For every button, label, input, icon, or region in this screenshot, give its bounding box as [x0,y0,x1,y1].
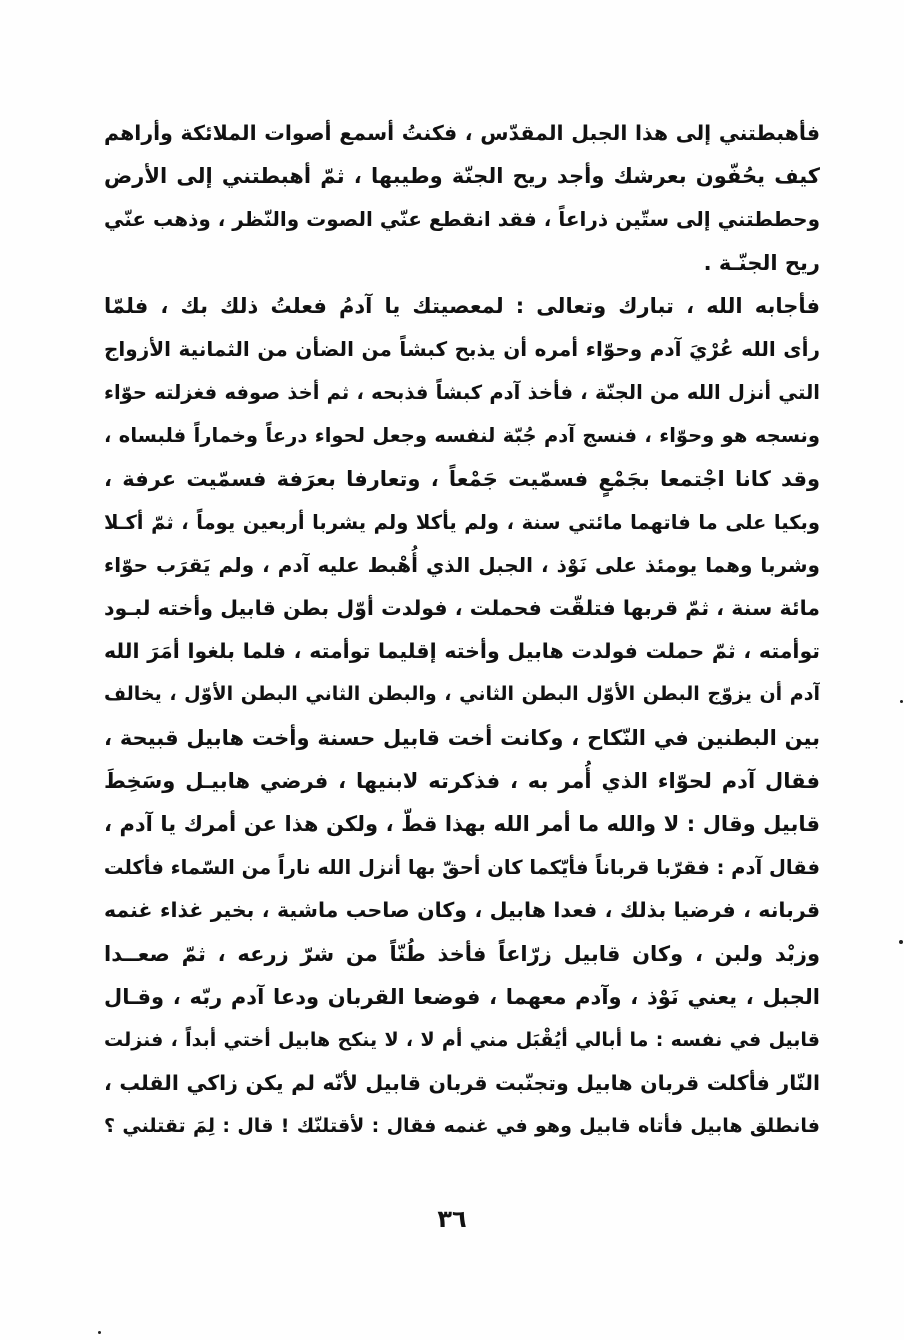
text-line: قابيل في نفسه : ما أبالي أيُقْبَل مني أم لا ، لا ينكح هابيل أختي أبداً ، فنزلت [104,1028,820,1051]
text-line: التي أنزل الله من الجنّة ، فأخذ آدم كبشاً فذبحه ، ثم أخذ صوفه فغزلته حوّاء [104,381,820,405]
text-line: آدم أن يزوّج البطن الأوّل البطن الثاني ، والبطن الثاني البطن الأوّل ، يخالف [104,683,820,706]
text-line: النّار فأكلت قربان هابيل وتجنّبت قربان قابيل لأنّه لم يكن زاكي القلب ، [104,1071,820,1096]
text-line: الجبل ، يعني نَوْذ ، وآدم معهما ، فوضعا القربان ودعا آدم ربّه ، وقـال [104,984,820,1009]
text-line: مائة سنة ، ثمّ قربها فتلقّت فحملت ، فولدت أوّل بطن قابيل وأخته لبـود [104,596,820,621]
scan-speck [900,700,903,703]
paragraph-2 [104,285,820,1149]
scan-speck [98,1331,101,1334]
text-line: وشربا وهما يومئذ على نَوْذ ، الجبل الذي أُهْبط عليه آدم ، ولم يَقرَب حوّاء [104,552,820,577]
body-text [104,112,820,1149]
text-line: كيف يحُفّون بعرشك وأجد ريح الجنّة وطيبها ، ثمّ أهبطتني إلى الأرض [104,164,820,189]
text-line: بين البطنين في النّكاح ، وكانت أخت قابيل حسنة وأخت هابيل قبيحة ، [104,725,820,750]
text-line: وحططتني إلى ستّين ذراعاً ، فقد انقطع عنّي الصوت والنّظر ، وذهب عنّي [104,207,820,232]
text-line: فقال آدم لحوّاء الذي أُمر به ، فذكرته لابنيها ، فرضي هابيـل وسَخِطَ [104,768,820,793]
text-line: قابيل وقال : لا والله ما أمر الله بهذا قطّ ، ولكن هذا عن أمرك يا آدم ، [104,812,820,836]
text-line: توأمته ، ثمّ حملت فولدت هابيل وأخته إقليما توأمته ، فلما بلغوا أمَرَ الله [104,639,820,664]
page-number: ٣٦ [437,1205,467,1233]
text-line: وقد كانا اجْتمعا بجَمْعٍ فسمّيت جَمْعاً ، وتعارفا بعرَفة فسمّيت عرفة ، [104,466,820,491]
text-line: ونسجه هو وحوّاء ، فنسج آدم جُبّة لنفسه وجعل لحواء درعاً وخماراً فلبساه ، [104,424,820,448]
text-line: قربانه ، فرضيا بذلك ، فعدا هابيل ، وكان صاحب ماشية ، بخير غذاء غنمه [104,898,820,923]
text-line: فأهبطتني إلى هذا الجبل المقدّس ، فكنتُ أسمع أصوات الملائكة وأراهم [104,121,820,145]
text-line: فقال آدم : فقرّبا قرباناً فأيّكما كان أحقّ بها أنزل الله ناراً من السّماء فأكلت [104,856,820,880]
paragraph-1 [104,112,820,285]
text-line: فانطلق هابيل فأتاه قابيل وهو في غنمه فقال : لأقتلنّك ! قال : لِمَ تقتلني ؟ [104,1115,820,1138]
text-line: فأجابه الله ، تبارك وتعالى : لمعصيتك يا آدمُ فعلتُ ذلك بك ، فلمّا [104,293,820,318]
scan-speck [899,940,903,944]
text-line: وبكيا على ما فاتهما مائتي سنة ، ولم يأكلا ولم يشربا أربعين يوماً ، ثمّ أكـلا [104,510,820,534]
text-line: وزبْد ولبن ، وكان قابيل زرّاعاً فأخذ طُنّاً من شرّ زرعه ، ثمّ صعــدا [104,941,820,966]
text-line: ريح الجنّـة . [703,250,820,275]
text-line: رأى الله عُرْيَ آدم وحوّاء أمره أن يذبح كبشاً من الضأن من الثمانية الأزواج [104,336,820,361]
